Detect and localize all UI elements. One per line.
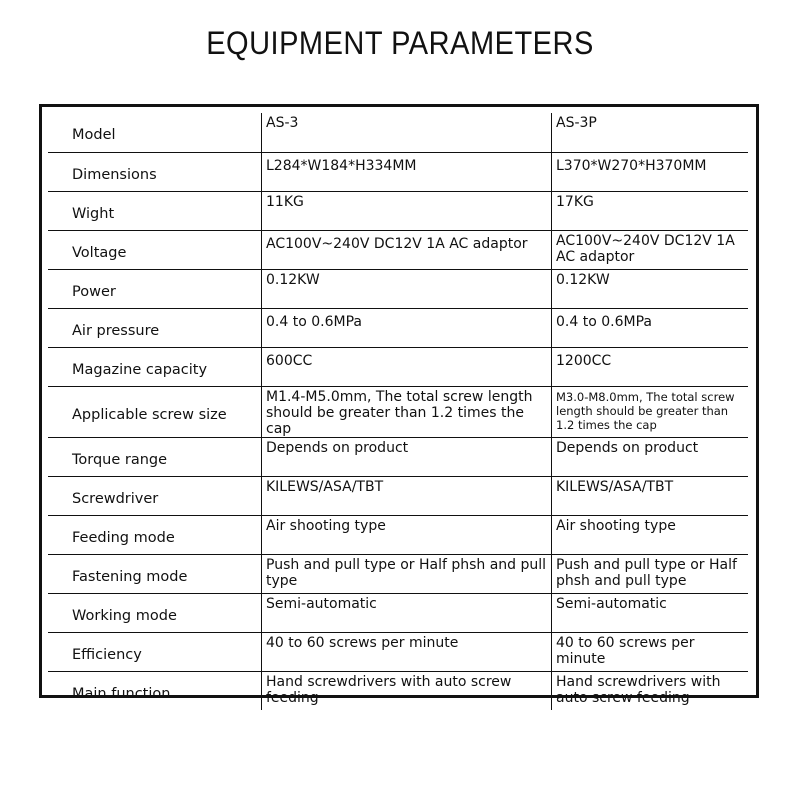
row-label: Main function bbox=[48, 671, 262, 710]
as3-value: Semi-automatic bbox=[262, 593, 552, 632]
as3-value: Hand screwdrivers with auto screw feeding bbox=[262, 671, 552, 710]
as3p-value: KILEWS/ASA/TBT bbox=[552, 476, 749, 515]
as3-value: Depends on product bbox=[262, 437, 552, 476]
as3p-value: AS-3P bbox=[552, 113, 749, 152]
as3p-value: 0.4 to 0.6MPa bbox=[552, 308, 749, 347]
row-label: Model bbox=[48, 113, 262, 152]
row-label: Efficiency bbox=[48, 632, 262, 671]
table-row bbox=[48, 230, 748, 269]
as3-value: M1.4-M5.0mm, The total screw length should be greater than 1.2 times the cap bbox=[262, 386, 552, 437]
table-row bbox=[48, 554, 748, 593]
as3p-value: 0.12KW bbox=[552, 269, 749, 308]
row-label: Screwdriver bbox=[48, 476, 262, 515]
as3-value: 0.12KW bbox=[262, 269, 552, 308]
as3p-value: AC100V~240V DC12V 1A AC adaptor bbox=[552, 230, 749, 269]
parameters-table bbox=[48, 113, 748, 710]
row-label: Air pressure bbox=[48, 308, 262, 347]
as3-value: AC100V~240V DC12V 1A AC adaptor bbox=[262, 230, 552, 269]
row-label: Magazine capacity bbox=[48, 347, 262, 386]
row-label: Fastening mode bbox=[48, 554, 262, 593]
as3-value: 40 to 60 screws per minute bbox=[262, 632, 552, 671]
row-label: Feeding mode bbox=[48, 515, 262, 554]
as3p-value: 40 to 60 screws per minute bbox=[552, 632, 749, 671]
row-label: Dimensions bbox=[48, 152, 262, 191]
parameters-table-frame bbox=[39, 104, 759, 706]
as3-value: Push and pull type or Half phsh and pull type bbox=[262, 554, 552, 593]
row-label: Power bbox=[48, 269, 262, 308]
as3p-value: 1200CC bbox=[552, 347, 749, 386]
as3-value: Air shooting type bbox=[262, 515, 552, 554]
as3p-value: Depends on product bbox=[552, 437, 749, 476]
table-row bbox=[48, 269, 748, 308]
as3p-value: L370*W270*H370MM bbox=[552, 152, 749, 191]
table-row bbox=[48, 632, 748, 671]
table-row bbox=[48, 152, 748, 191]
table-row bbox=[48, 515, 748, 554]
as3p-value: Semi-automatic bbox=[552, 593, 749, 632]
table-row bbox=[48, 113, 748, 152]
row-label: Applicable screw size bbox=[48, 386, 262, 437]
as3p-value: Push and pull type or Half phsh and pull type bbox=[552, 554, 749, 593]
table-row bbox=[48, 671, 748, 710]
table-row bbox=[48, 437, 748, 476]
as3-value: 0.4 to 0.6MPa bbox=[262, 308, 552, 347]
table-row bbox=[48, 191, 748, 230]
as3-value: KILEWS/ASA/TBT bbox=[262, 476, 552, 515]
as3-value: L284*W184*H334MM bbox=[262, 152, 552, 191]
row-label: Torque range bbox=[48, 437, 262, 476]
table-row bbox=[48, 308, 748, 347]
as3p-value: Air shooting type bbox=[552, 515, 749, 554]
as3p-value: Hand screwdrivers with auto screw feeding bbox=[552, 671, 749, 710]
table-row bbox=[48, 593, 748, 632]
as3p-value: M3.0-M8.0mm, The total screw length should be greater than 1.2 times the cap bbox=[552, 386, 749, 437]
as3p-value: 17KG bbox=[552, 191, 749, 230]
row-label: Voltage bbox=[48, 230, 262, 269]
table-row bbox=[48, 386, 748, 437]
row-label: Working mode bbox=[48, 593, 262, 632]
table-row bbox=[48, 476, 748, 515]
page-title: EQUIPMENT PARAMETERS bbox=[206, 26, 594, 62]
as3-value: AS-3 bbox=[262, 113, 552, 152]
as3-value: 600CC bbox=[262, 347, 552, 386]
row-label: Wight bbox=[48, 191, 262, 230]
as3-value: 11KG bbox=[262, 191, 552, 230]
table-row bbox=[48, 347, 748, 386]
